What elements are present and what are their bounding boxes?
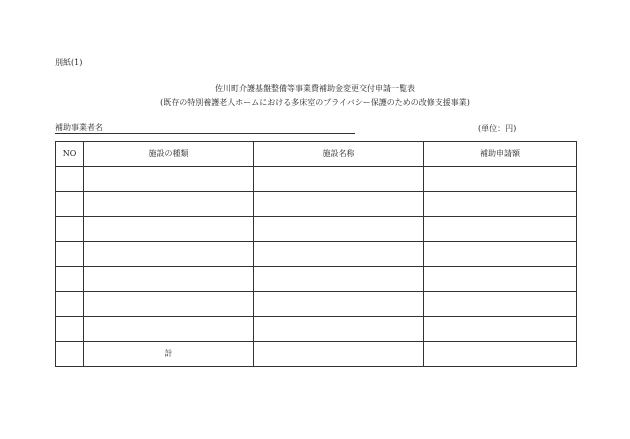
cell-subsidy-amount[interactable] [424,217,577,242]
cell-facility-type[interactable] [84,267,254,292]
cell-facility-name[interactable] [254,267,424,292]
cell-subsidy-amount[interactable] [424,167,577,192]
cell-facility-name[interactable] [254,242,424,267]
cell-no[interactable] [56,242,84,267]
table-row [56,217,577,242]
document-subtitle: (既存の特別養護老人ホームにおける多床室のプライバシー保護のための改修支援事業) [160,98,470,107]
table-row [56,267,577,292]
cell-subsidy-amount[interactable] [424,317,577,342]
total-cell-name [254,342,424,367]
unit-label: (単位：円) [478,124,517,133]
cell-facility-type[interactable] [84,192,254,217]
cell-no[interactable] [56,167,84,192]
cell-facility-name[interactable] [254,317,424,342]
cell-no[interactable] [56,317,84,342]
total-label: 計 [84,342,254,367]
cell-subsidy-amount[interactable] [424,267,577,292]
grant-application-table [55,141,577,367]
cell-facility-type[interactable] [84,292,254,317]
cell-no[interactable] [56,292,84,317]
cell-facility-name[interactable] [254,167,424,192]
table-row [56,317,577,342]
table-row [56,167,577,192]
cell-subsidy-amount[interactable] [424,242,577,267]
cell-subsidy-amount[interactable] [424,292,577,317]
table-header-row [56,142,577,167]
table-row [56,292,577,317]
cell-facility-name[interactable] [254,217,424,242]
cell-facility-type[interactable] [84,242,254,267]
header-no: NO [56,142,84,167]
cell-subsidy-amount[interactable] [424,192,577,217]
cell-facility-type[interactable] [84,167,254,192]
cell-facility-type[interactable] [84,317,254,342]
table-row [56,242,577,267]
operator-name-label: 補助事業者名 [55,123,103,132]
header-facility-name: 施設名称 [254,142,424,167]
cell-no[interactable] [56,267,84,292]
total-cell-no [56,342,84,367]
table-total-row [56,342,577,367]
table-row [56,192,577,217]
total-cell-amount[interactable] [424,342,577,367]
attachment-label: 別紙(1) [55,58,83,67]
cell-facility-name[interactable] [254,292,424,317]
header-facility-type: 施設の種類 [84,142,254,167]
cell-no[interactable] [56,192,84,217]
cell-facility-type[interactable] [84,217,254,242]
operator-name-field[interactable] [55,123,355,134]
cell-facility-name[interactable] [254,192,424,217]
cell-no[interactable] [56,217,84,242]
document-title: 佐川町介護基盤整備等事業費補助金変更交付申請一覧表 [215,84,415,93]
header-subsidy-amount: 補助申請額 [424,142,577,167]
